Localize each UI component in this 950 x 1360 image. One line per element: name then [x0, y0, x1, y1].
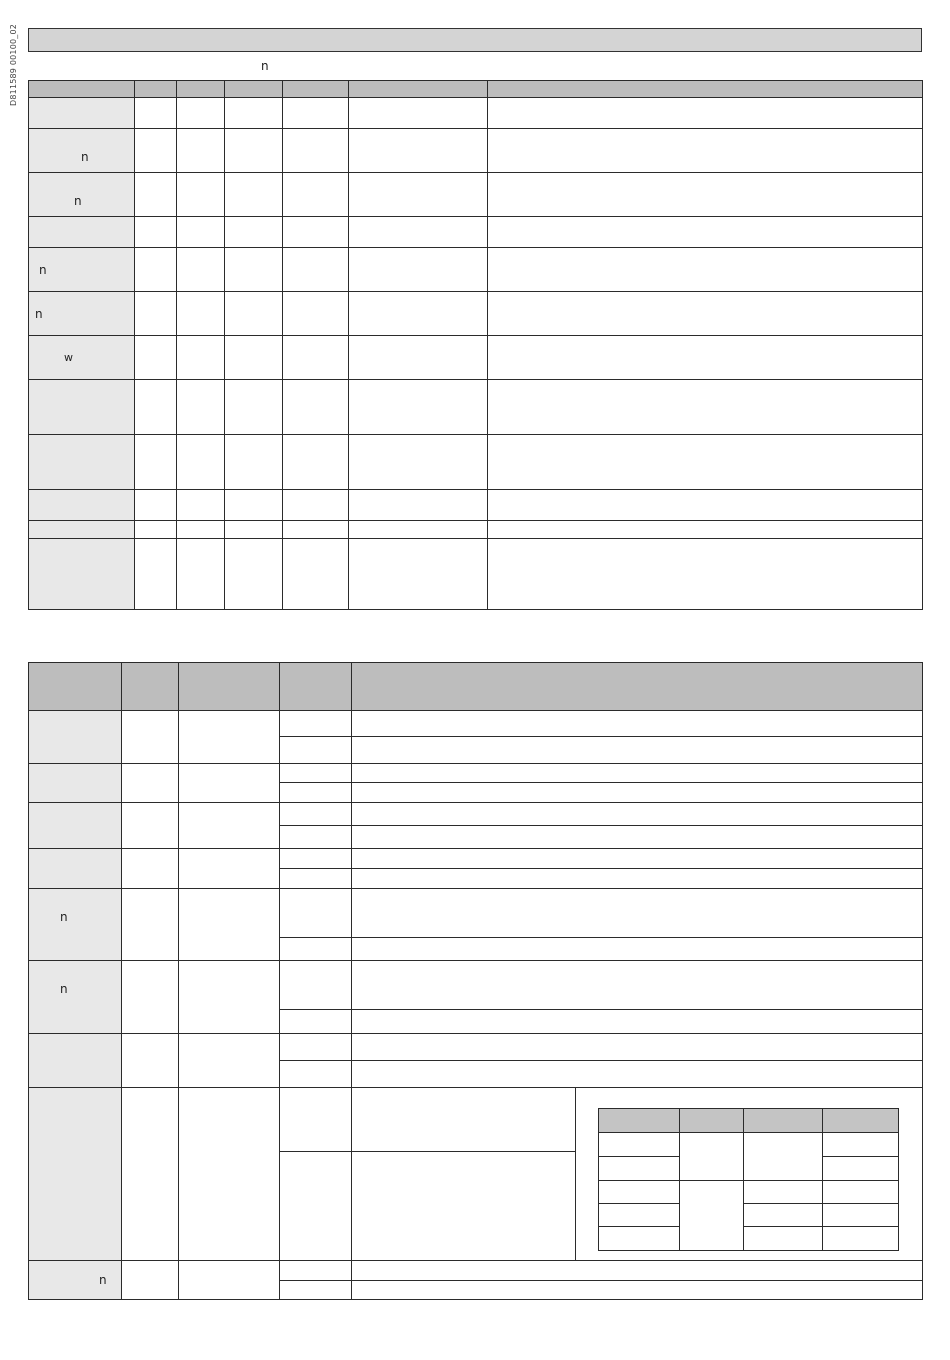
table-row	[29, 961, 923, 1010]
description-cell	[352, 1152, 576, 1261]
parameter-name-cell	[29, 435, 135, 490]
header-cell	[29, 663, 122, 711]
section-title-bar	[28, 28, 922, 52]
header-cell	[179, 663, 280, 711]
function-name-cell	[29, 711, 122, 764]
symbol-glyph: n	[60, 910, 68, 924]
function-name-cell	[29, 889, 122, 961]
value-cell	[280, 1281, 352, 1300]
table-row	[29, 129, 923, 173]
description-cell	[352, 737, 923, 764]
parameter-name-cell	[29, 248, 135, 292]
symbol-glyph: n	[74, 194, 82, 208]
value-cell	[280, 803, 352, 826]
value-cell	[280, 1088, 352, 1152]
table-row	[29, 173, 923, 217]
value-cell	[280, 711, 352, 737]
description-cell	[352, 961, 923, 1010]
function-name-cell	[29, 803, 122, 849]
table-header-row	[29, 81, 923, 98]
table-header-row	[29, 663, 923, 711]
parameter-name-cell	[29, 521, 135, 539]
header-symbol: n	[261, 59, 269, 73]
table-row	[29, 435, 923, 490]
function-name-cell	[29, 764, 122, 803]
description-cell	[352, 764, 923, 783]
header-cell	[177, 81, 225, 98]
table-row	[29, 490, 923, 521]
combination-table	[598, 1108, 899, 1251]
table-row	[29, 1034, 923, 1061]
value-cell	[280, 1034, 352, 1061]
parameter-name-cell	[29, 539, 135, 610]
table-row	[29, 1261, 923, 1281]
table-row	[29, 764, 923, 783]
table-row	[29, 889, 923, 938]
description-cell	[352, 849, 923, 869]
value-cell	[280, 938, 352, 961]
description-cell	[352, 938, 923, 961]
header-cell	[122, 663, 179, 711]
header-cell	[488, 81, 923, 98]
symbol-glyph: n	[35, 307, 43, 321]
table-header-row	[599, 1109, 899, 1133]
description-cell	[352, 783, 923, 803]
table-row	[29, 521, 923, 539]
description-cell	[352, 1034, 923, 1061]
table-row	[29, 248, 923, 292]
header-cell	[680, 1109, 744, 1133]
table-row	[29, 711, 923, 737]
value-cell	[280, 961, 352, 1010]
function-name-cell	[29, 1034, 122, 1088]
description-cell	[352, 889, 923, 938]
header-cell	[352, 663, 923, 711]
symbol-glyph: n	[60, 982, 68, 996]
table-row	[599, 1204, 899, 1227]
symbol-glyph: n	[81, 150, 89, 164]
table-row	[29, 336, 923, 380]
header-cell	[29, 81, 135, 98]
symbol-glyph: w	[64, 351, 73, 364]
description-cell	[352, 1088, 576, 1152]
header-cell	[349, 81, 488, 98]
description-cell	[352, 711, 923, 737]
document-code: D811589 00100_02	[9, 23, 18, 106]
value-cell	[280, 1261, 352, 1281]
table-row	[29, 803, 923, 826]
table-row	[29, 217, 923, 248]
parameter-name-cell	[29, 129, 135, 173]
value-cell	[280, 737, 352, 764]
header-cell	[599, 1109, 680, 1133]
parameters-table	[28, 80, 923, 610]
value-cell	[280, 783, 352, 803]
table-row	[29, 849, 923, 869]
description-cell	[352, 869, 923, 889]
description-cell	[352, 1261, 923, 1281]
symbol-glyph: n	[39, 263, 47, 277]
parameter-name-cell	[29, 98, 135, 129]
value-cell	[280, 889, 352, 938]
value-cell	[280, 1061, 352, 1088]
value-cell	[280, 849, 352, 869]
header-cell	[744, 1109, 823, 1133]
function-name-cell	[29, 1088, 122, 1261]
table-row	[29, 380, 923, 435]
header-cell	[225, 81, 283, 98]
table-row	[29, 292, 923, 336]
table-row	[29, 539, 923, 610]
value-cell	[280, 869, 352, 889]
parameter-name-cell	[29, 490, 135, 521]
value-cell	[280, 764, 352, 783]
description-cell	[352, 1061, 923, 1088]
description-cell	[352, 1010, 923, 1034]
parameter-name-cell	[29, 380, 135, 435]
header-cell	[135, 81, 177, 98]
function-name-cell	[29, 849, 122, 889]
table-row	[599, 1133, 899, 1157]
value-cell	[280, 826, 352, 849]
header-cell	[280, 663, 352, 711]
symbol-glyph: n	[99, 1273, 107, 1287]
table-row	[599, 1227, 899, 1251]
header-cell	[283, 81, 349, 98]
parameter-name-cell	[29, 217, 135, 248]
function-name-cell	[29, 961, 122, 1034]
parameter-name-cell	[29, 292, 135, 336]
value-cell	[280, 1010, 352, 1034]
header-cell	[823, 1109, 899, 1133]
table-row	[599, 1181, 899, 1204]
description-cell	[352, 1281, 923, 1300]
parameter-name-cell	[29, 336, 135, 380]
description-cell	[352, 826, 923, 849]
value-cell	[280, 1152, 352, 1261]
description-cell	[352, 803, 923, 826]
function-name-cell	[29, 1261, 122, 1300]
parameter-name-cell	[29, 173, 135, 217]
table-row	[29, 98, 923, 129]
